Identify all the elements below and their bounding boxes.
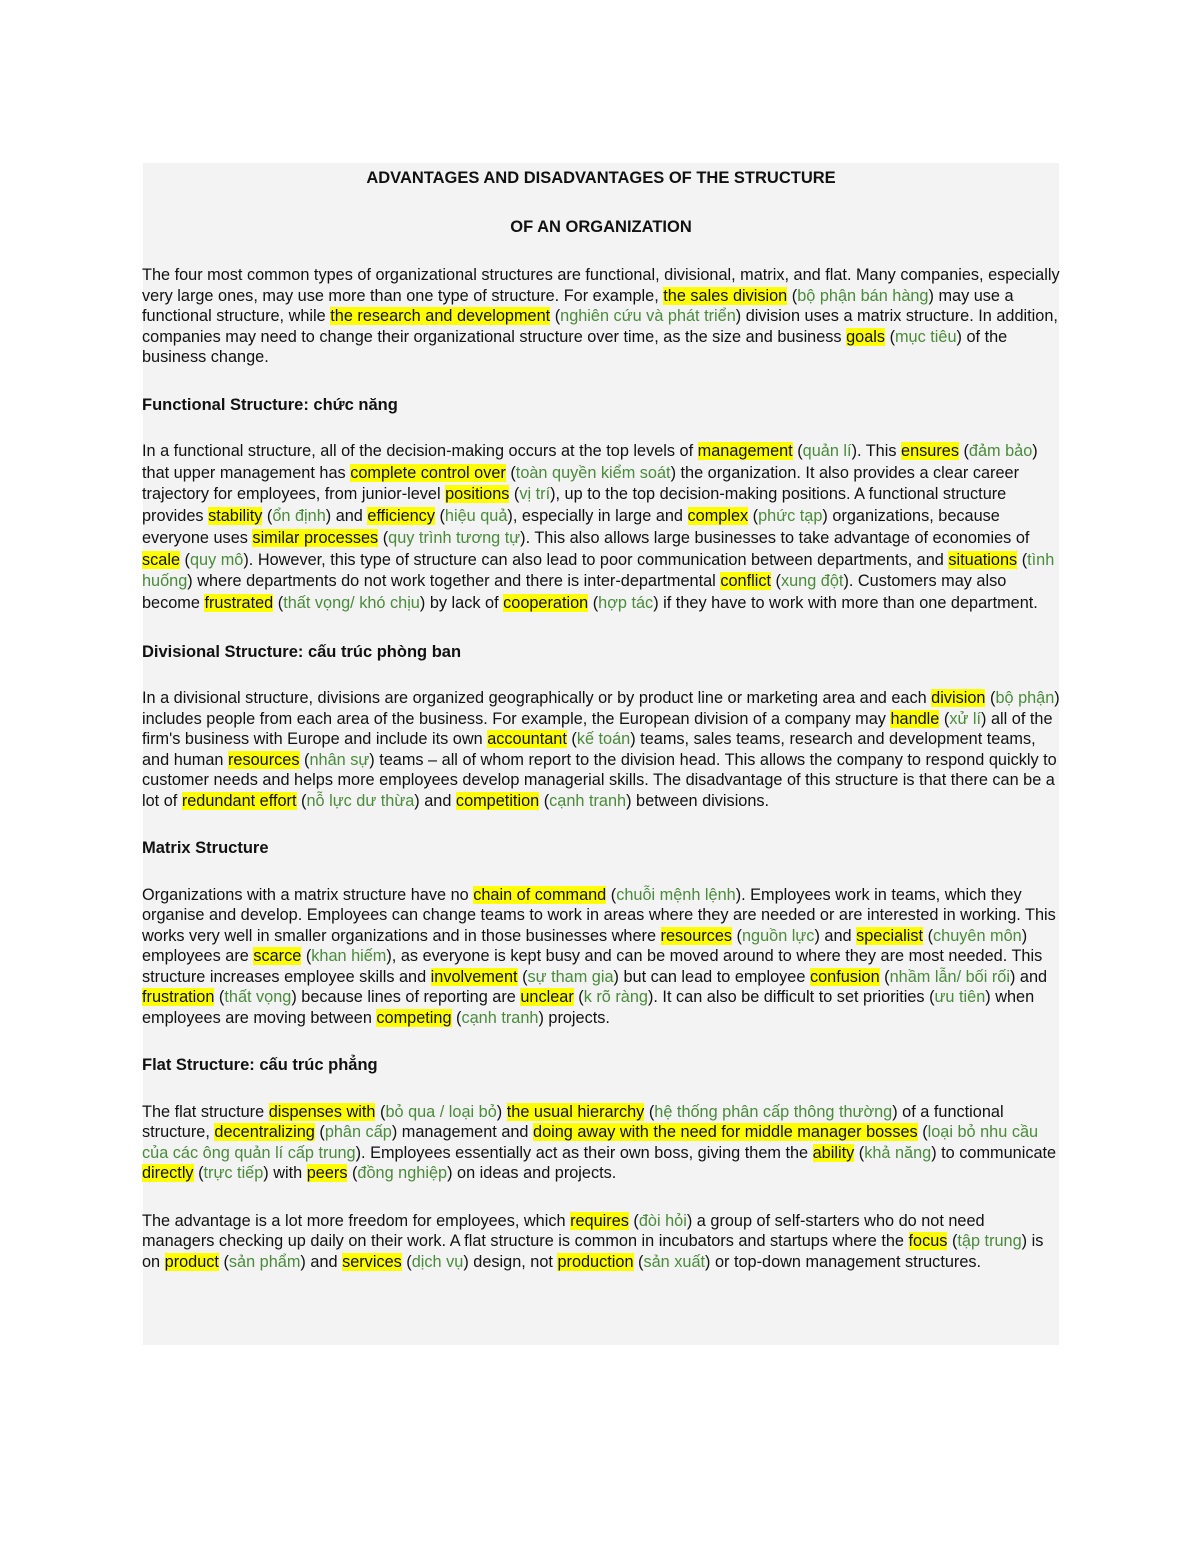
highlighted-term: decentralizing [214,1123,315,1142]
highlighted-term: management [697,442,793,460]
vietnamese-gloss: đòi hỏi [638,1211,687,1230]
highlighted-term: resources [660,926,733,945]
text-run: ( [923,926,934,945]
section [142,838,1060,1028]
text-run: ) and [325,507,368,526]
vietnamese-gloss: xử lí [949,709,982,728]
highlighted-term: redundant effort [181,791,297,810]
document-body [142,168,1060,1299]
text-run: ) and [1009,967,1048,986]
text-run: ( [451,1008,462,1027]
highlighted-term: competition [455,791,540,810]
highlighted-term: directly [142,1164,194,1183]
vietnamese-gloss: thất vọng/ khó chịu [283,593,420,612]
vietnamese-gloss: sản phẩm [228,1252,301,1271]
vietnamese-gloss: chuỗi mệnh lệnh [616,885,736,904]
highlighted-term: positions [445,485,510,504]
text-run: ( [644,1102,655,1121]
text-run: ), as everyone is kept busy and can be moved around to where they are most needed. This structure increases employee skills and [142,947,1043,986]
highlighted-term: scarce [253,947,302,966]
vietnamese-gloss: thất vọng [224,988,292,1007]
highlighted-term: cooperation [503,593,589,612]
highlighted-term: production [557,1252,634,1271]
vietnamese-gloss: toàn quyền kiểm soát [515,463,671,482]
highlighted-term: services [342,1252,402,1271]
text-run: ) of a functional structure, [142,1102,1004,1142]
paragraph [142,1102,1060,1184]
vietnamese-gloss: nhầm lẫn/ bối rối [889,967,1010,986]
text-run: ( [1017,550,1028,569]
sections-container [142,265,1060,1272]
paragraph [142,265,1060,368]
highlighted-term: peers [306,1164,348,1183]
vietnamese-gloss: phức tạp [758,507,823,526]
paragraph [142,885,1060,1029]
text-run: ), up to the top decision-making positions. A functional structure provides [142,485,1007,526]
highlighted-term: the sales division [663,286,788,305]
highlighted-term: resources [228,750,300,769]
text-run: ). This [851,442,902,460]
text-run: ). Employees essentially act as their own boss, giving them the [355,1143,813,1162]
text-run: ( [314,1123,325,1142]
text-run: ( [588,593,599,612]
vietnamese-gloss: khan hiếm [311,947,387,966]
text-run: ) or top-down management structures. [705,1252,982,1271]
vietnamese-gloss: cạnh tranh [549,791,627,810]
vietnamese-gloss: đồng nghiệp [357,1164,448,1183]
text-run: ) of the business change. [142,327,1008,366]
highlighted-term: handle [890,709,940,728]
text-run: ) if they have to work with more than one department. [653,593,1038,612]
text-run: Organizations with a matrix structure have no [142,885,474,904]
text-run: ). However, this type of structure can also lead to poor communication between departments, and [243,550,949,569]
text-run: ( [606,885,617,904]
vietnamese-gloss: quy trình tương tự [388,528,521,547]
highlighted-term: goals [846,327,886,346]
vietnamese-gloss: quy mô [189,550,244,569]
text-run: ) a group of self-starters who do not need managers checking up daily on their work. A flat structure is common in incubators and startups where the [142,1211,985,1251]
highlighted-term: complex [687,507,749,526]
text-run: ) between divisions. [626,791,770,810]
text-run: ( [573,988,584,1007]
text-run: ( [505,463,516,482]
highlighted-term: specialist [856,926,924,945]
text-run: ( [214,988,225,1007]
paragraph [142,688,1060,811]
text-run: ) may use a functional structure, while [142,286,1014,325]
text-run: ) when employees are moving between [142,988,1035,1027]
text-run: ( [550,307,561,325]
vietnamese-gloss: khả năng [864,1143,932,1162]
vietnamese-gloss: nỗ lực dư thừa [306,791,415,810]
highlighted-term: efficiency [367,507,435,526]
text-run: ) to communicate [931,1143,1057,1162]
text-run: ( [771,572,781,591]
section-heading: Functional Structure: chức năng [142,395,398,414]
highlighted-term: chain of command [473,885,607,904]
vietnamese-gloss: hợp tác [598,593,654,612]
vietnamese-gloss: ưu tiên [934,988,986,1007]
highlighted-term: the research and development [330,307,551,325]
vietnamese-gloss: vị trí [519,485,551,504]
text-run: ) and [300,1252,343,1271]
vietnamese-gloss: quản lí [802,442,852,460]
highlighted-term: the usual hierarchy [506,1102,645,1121]
text-run: ) includes people from each area of the business. For example, the European division of a company may [142,689,1060,728]
text-run: ( [787,286,798,305]
vietnamese-gloss: ổn định [272,507,326,526]
text-run: ) because lines of reporting are [291,988,521,1007]
text-run: ( [854,1143,865,1162]
text-run: ( [378,528,389,547]
text-run: ( [401,1252,412,1271]
highlighted-term: accountant [487,730,567,749]
highlighted-term: ability [812,1143,855,1162]
highlighted-term: requires [570,1211,629,1230]
vietnamese-gloss: k rõ ràng [583,988,648,1007]
vietnamese-gloss: sản xuất [643,1252,706,1271]
vietnamese-gloss: tập trung [957,1232,1022,1251]
highlighted-term: frustration [142,988,215,1007]
text-run: The advantage is a lot more freedom for employees, which [142,1211,571,1230]
text-run: ) on ideas and projects. [447,1164,617,1183]
text-run: ( [299,750,310,769]
highlighted-term: stability [208,507,263,526]
highlighted-term: situations [948,550,1018,569]
vietnamese-gloss: chuyên môn [933,926,1022,945]
text-run: ) all of the firm's business with Europe and include its own [142,709,1053,749]
text-run: ) teams – all of whom report to the division head. This allows the company to respond quickly to customer needs and helps more employees develop managerial skills. The disadvantage of this structure is that there can be a lot of [142,750,1057,810]
text-run: ) [496,1102,507,1121]
text-run: ) by lack of [419,593,504,612]
vietnamese-gloss: hiệu quả [444,507,508,526]
text-run: ). Employees work in teams, which they organise and develop. Employees can change teams to work in areas where they are needed or are interested in working. This works very well in smaller organizations and in those businesses where [142,885,1056,945]
highlighted-term: involvement [430,967,518,986]
highlighted-term: doing away with the need for middle manager bosses [533,1123,918,1142]
highlighted-term: unclear [520,988,574,1007]
section-heading: Divisional Structure: cấu trúc phòng ban [142,642,462,661]
highlighted-term: conflict [720,572,772,591]
section [142,642,1060,812]
highlighted-term: confusion [809,967,880,986]
highlighted-term: scale [142,550,181,569]
text-run: ) that upper management has [142,442,1038,482]
text-run: ) organizations, because everyone uses [142,507,1000,547]
text-run: ) is on [142,1232,1044,1271]
text-run: ) with [263,1164,307,1183]
document-title-line-2: OF AN ORGANIZATION [510,217,692,236]
text-run: ( [539,791,550,810]
text-run: ) but can lead to employee [613,967,810,986]
text-run: ( [748,507,759,526]
text-run: ) projects. [538,1008,610,1027]
text-run: The flat structure [142,1102,269,1121]
text-run: ( [517,967,528,986]
text-run: ) division uses a matrix structure. In addition, companies may need to change their organizational structure over time, as the size and business [142,307,1058,346]
text-run: ) management and [391,1123,534,1142]
vietnamese-gloss: nguồn lực [741,926,815,945]
section [142,265,1060,368]
highlighted-term: division [931,689,986,708]
text-run: ) employees are [142,926,1028,966]
text-run: ( [628,1211,639,1230]
text-run: ) the organization. It also provides a clear career trajectory for employees, from junior-level [142,463,1019,504]
vietnamese-gloss: mục tiêu [895,327,957,346]
text-run: ( [566,730,577,749]
text-run: ( [273,593,284,612]
highlighted-term: frustrated [204,593,274,612]
text-run: ) where departments do not work together and there is inter-departmental [187,572,721,591]
section-heading: Flat Structure: cấu trúc phẳng [142,1056,378,1075]
vietnamese-gloss: nghiên cứu và phát triển [560,307,736,325]
text-run: ( [879,967,890,986]
vietnamese-gloss: cạnh tranh [461,1008,539,1027]
text-run: ) and [814,926,857,945]
text-run: ( [296,791,307,810]
text-run: ( [509,485,520,504]
vietnamese-gloss: tình huống [142,550,1055,591]
vietnamese-gloss: loại bỏ nhu cầu của các ông quản lí cấp trung [142,1123,1039,1162]
section [142,1055,1060,1272]
vietnamese-gloss: bộ phận [995,689,1055,708]
paragraph [142,1211,1060,1273]
highlighted-term: dispenses with [268,1102,376,1121]
text-run: In a functional structure, all of the decision-making occurs at the top levels of [142,442,698,460]
text-run: ( [347,1164,358,1183]
vietnamese-gloss: dịch vụ [411,1252,464,1271]
text-run: ( [375,1102,386,1121]
text-run: ( [434,507,445,526]
text-run: ( [732,926,742,945]
vietnamese-gloss: xung đột [780,572,844,591]
highlighted-term: similar processes [252,528,379,547]
section-heading: Matrix Structure [142,839,269,858]
text-run: In a divisional structure, divisions are organized geographically or by product line or marketing area and each [142,689,932,708]
text-run: ( [947,1232,958,1251]
text-run: ( [262,507,273,526]
text-run: ( [218,1252,229,1271]
document-title-line-1: ADVANTAGES AND DISADVANTAGES OF THE STRUCTURE [366,169,836,187]
text-run: ( [885,327,895,346]
highlighted-term: complete control over [350,463,506,482]
highlighted-term: focus [908,1232,948,1251]
highlighted-term: competing [376,1008,452,1027]
text-run: ( [958,442,969,460]
vietnamese-gloss: phân cấp [324,1123,392,1142]
vietnamese-gloss: nhân sự [309,750,370,769]
text-run: ), especially in large and [507,507,688,526]
vietnamese-gloss: kế toán [576,730,631,749]
vietnamese-gloss: đảm bảo [968,442,1033,460]
vietnamese-gloss: bộ phận bán hàng [797,286,929,305]
text-run: ). It can also be difficult to set priorities ( [647,988,935,1007]
text-run: ) teams, sales teams, research and development teams, and human [142,730,1036,769]
text-run: ( [301,947,312,966]
text-run: ( [917,1123,928,1142]
text-run: The four most common types of organizational structures are functional, divisional, matrix, and flat. Many companies, especially very large ones, may use more than one type of structure. For example, [142,266,1060,305]
vietnamese-gloss: hệ thống phân cấp thông thường [654,1102,893,1121]
text-run: ) design, not [463,1252,558,1271]
text-run: ( [792,442,803,460]
vietnamese-gloss: sự tham gia [527,967,614,986]
text-run: ( [180,550,190,569]
text-run: ). Customers may also become [142,572,1007,612]
vietnamese-gloss: bỏ qua / loại bỏ [385,1102,497,1121]
text-run: ( [939,709,950,728]
highlighted-term: product [164,1252,219,1271]
vietnamese-gloss: trực tiếp [203,1164,264,1183]
text-run: ) and [414,791,456,810]
text-run: ( [193,1164,204,1183]
text-run: ( [633,1252,644,1271]
highlighted-term: ensures [901,442,959,460]
text-run: ). This also allows large businesses to take advantage of economies of [520,528,1030,547]
section [142,395,1060,615]
paragraph [142,441,1060,615]
text-run: ( [985,689,996,708]
